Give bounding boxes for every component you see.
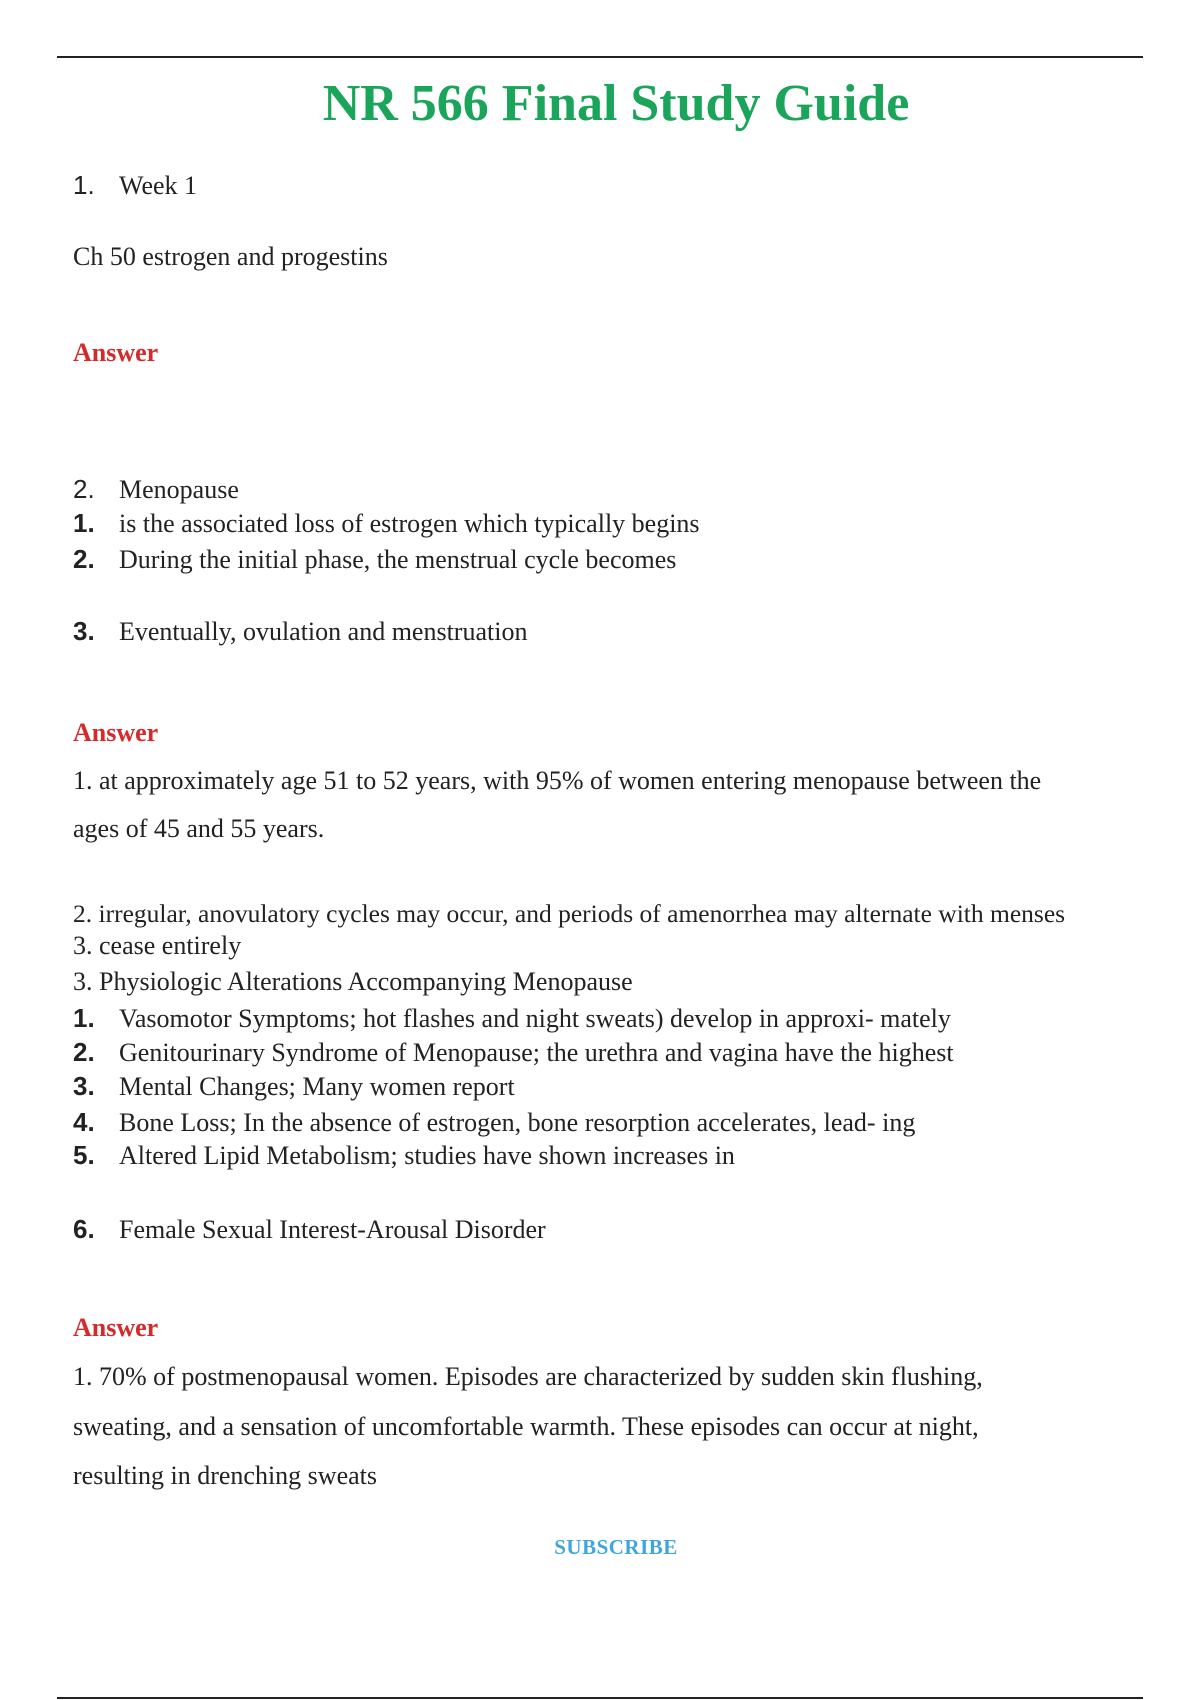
list-item	[73, 616, 527, 647]
section-1-number: 1.	[73, 170, 95, 200]
answer-2-item-2: 2. irregular, anovulatory cycles may occur, and periods of amenorrhea may alternate with menses	[73, 899, 1066, 928]
list-item-number: 1.	[73, 1003, 95, 1033]
list-item-text: Mental Changes; Many women report	[119, 1072, 515, 1101]
list-item-number: 4.	[73, 1107, 95, 1137]
section-3-heading: 3. Physiologic Alterations Accompanying Menopause	[73, 967, 633, 996]
answer-2-item-3: 3. cease entirely	[73, 931, 242, 960]
list-item	[73, 1107, 915, 1138]
list-item	[73, 1037, 954, 1068]
list-item-number: 6.	[73, 1214, 95, 1244]
answer-label-1: Answer	[73, 338, 159, 367]
list-item	[73, 1140, 735, 1171]
list-item-text: Female Sexual Interest-Arousal Disorder	[119, 1215, 546, 1244]
list-item-text: Genitourinary Syndrome of Menopause; the urethra and vagina have the highest	[119, 1038, 954, 1067]
list-item-text: Vasomotor Symptoms; hot flashes and night sweats) develop in approxi- mately	[119, 1004, 951, 1033]
answer-label-3: Answer	[73, 1313, 159, 1342]
list-item-number: 2.	[73, 1037, 95, 1067]
section-1-heading	[73, 170, 197, 201]
answer-3-line-2: sweating, and a sensation of uncomfortable warmth. These episodes can occur at night,	[73, 1412, 979, 1441]
list-item-number: 3.	[73, 1071, 95, 1101]
list-item-number: 5.	[73, 1140, 95, 1170]
list-item-text: Eventually, ovulation and menstruation	[119, 617, 528, 646]
list-item	[73, 508, 700, 539]
answer-2-line-2: ages of 45 and 55 years.	[73, 814, 325, 843]
list-item	[73, 544, 676, 575]
top-rule	[57, 56, 1143, 58]
section-2-title: Menopause	[119, 475, 239, 504]
answer-2-line-1: 1. at approximately age 51 to 52 years, with 95% of women entering menopause between the	[73, 766, 1042, 795]
subscribe-link[interactable]: SUBSCRIBE	[554, 1535, 678, 1559]
list-item-number: 3.	[73, 616, 95, 646]
list-item-text: is the associated loss of estrogen which typically begins	[119, 509, 700, 538]
list-item-text: Bone Loss; In the absence of estrogen, bone resorption accelerates, lead- ing	[119, 1108, 916, 1137]
list-item	[73, 1214, 546, 1245]
list-item-text: During the initial phase, the menstrual cycle becomes	[119, 545, 677, 574]
section-1-title: Week 1	[119, 171, 198, 200]
answer-label-2: Answer	[73, 718, 159, 747]
answer-3-line-1: 1. 70% of postmenopausal women. Episodes are characterized by sudden skin flushing,	[73, 1362, 983, 1391]
section-2-heading	[73, 474, 239, 505]
list-item	[73, 1003, 951, 1034]
bottom-rule	[57, 1697, 1143, 1699]
list-item-number: 2.	[73, 544, 95, 574]
list-item	[73, 1071, 515, 1102]
section-1-text: Ch 50 estrogen and progestins	[73, 242, 388, 271]
section-2-number: 2.	[73, 474, 95, 504]
list-item-number: 1.	[73, 508, 95, 538]
answer-3-line-3: resulting in drenching sweats	[73, 1461, 377, 1490]
list-item-text: Altered Lipid Metabolism; studies have shown increases in	[119, 1141, 735, 1170]
page-title: NR 566 Final Study Guide	[322, 75, 910, 132]
